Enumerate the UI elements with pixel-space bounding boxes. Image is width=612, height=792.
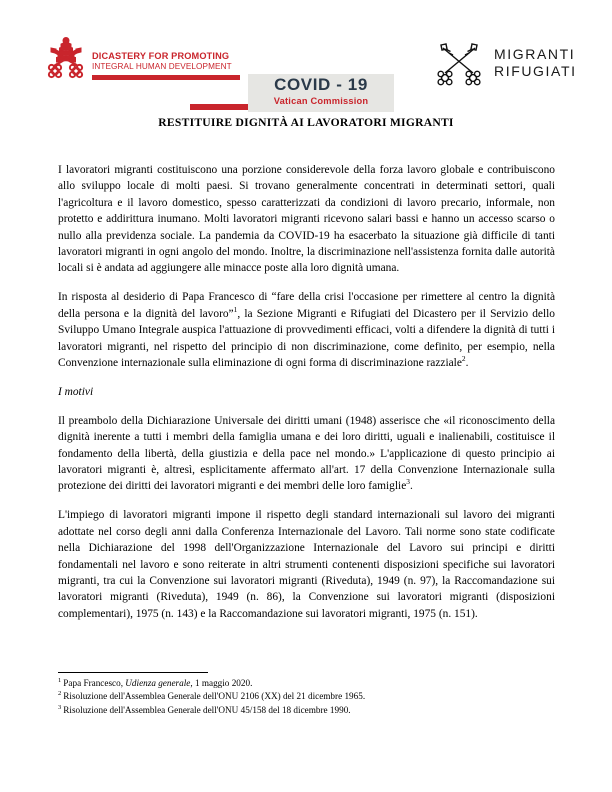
dicastery-line-2: INTEGRAL HUMAN DEVELOPMENT <box>92 62 232 71</box>
footnote-item-1 <box>58 677 555 690</box>
papal-tiara-keys-icon <box>42 35 90 85</box>
document-body <box>58 162 555 622</box>
rifugiati-line: RIFUGIATI <box>494 63 577 79</box>
migranti-rifugiati-wordmark <box>494 46 577 80</box>
footnote-item-3 <box>58 704 555 717</box>
migranti-line: MIGRANTI <box>494 46 576 62</box>
footnote-ref-1[interactable]: 1 <box>233 304 238 314</box>
migranti-rifugiati-logo <box>430 34 590 92</box>
footnote-1-italic: Udienza generale <box>125 678 191 688</box>
covid-banner <box>248 74 394 112</box>
footnote-separator-rule <box>58 672 208 673</box>
paragraph-2-text-b: , la Sezione Migranti e Rifugiati del Dicastero per il Servizio dello Sviluppo Umano Integrale auspica l'attuazione di provvedimenti efficaci, volti a difendere la dignità di tutti i lavoratori migranti, nel rispetto del principio di non discriminazione, come definito, per esempio, nella Convenzione internazionale sulla eliminazione di ogni forma di discriminazione razziale <box>58 307 555 369</box>
footnote-marker-2: 2 <box>58 690 62 698</box>
covid-title: COVID - 19 <box>274 75 368 94</box>
document-title: RESTITUIRE DIGNITÀ AI LAVORATORI MIGRANTI <box>158 116 454 129</box>
crossed-keys-icon <box>430 40 490 88</box>
dicastery-red-bar <box>92 75 240 80</box>
footnote-1-text-after: , 1 maggio 2020. <box>190 678 253 688</box>
footnotes-section <box>58 672 555 717</box>
covid-subtitle: Vatican Commission <box>273 96 369 106</box>
dicastery-logo <box>42 35 242 91</box>
paragraph-3-text-b: . <box>409 480 413 493</box>
dicastery-line-1: DICASTERY FOR PROMOTING <box>92 51 230 61</box>
section-heading-i-motivi: I motivi <box>58 385 94 398</box>
paragraph-2-text-c: . <box>465 356 469 369</box>
paragraph-1: I lavoratori migranti costituiscono una porzione considerevole della forza lavoro globale e contribuiscono allo sviluppo locale di molti paesi. Si trovano generalmente concentrati in determinati settori, quali l'agricoltura e il lavoro domestico, spesso caratterizzati da condizioni di lavoro precario, informale, non protetto e addirittura inumano. Molti lavoratori migranti ricevono salari bassi e hanno un accesso scarso o nullo alla previdenza sociale. La pandemia da COVID-19 ha esacerbato la situazione già difficile di tanti lavoratori migranti in ogni angolo del mondo. Inoltre, la discriminazione nell'assistenza fornita dalle autorità locali si è andata ad aggiungere alle minacce poste alla loro dignità umana. <box>58 164 555 275</box>
paragraph-2 <box>58 289 555 371</box>
footnote-1-text-before: Papa Francesco, <box>63 678 126 688</box>
paragraph-2-text-a: In risposta al desiderio di Papa Francesco di “fare della crisi l'occasione per rimettere al centro la dignità della persona e la dignità del lavoro” <box>58 291 555 320</box>
footnote-item-2 <box>58 690 555 703</box>
paragraph-4: L'impiego di lavoratori migranti impone il rispetto degli standard internazionali sul lavoro dei migranti adottate nel corso degli anni dalla Conferenza Internazionale del Lavoro. Tali norme sono state codificate nella Dichiarazione del 1998 dell'Organizzazione Internazionale del Lavoro sui principi e diritti fondamentali nel lavoro e sono reiterate in altri strumenti contenenti disposizioni specifiche sui lavoratori migranti, tra cui la Convenzione sui lavoratori migranti (Riveduta), 1949 (n. 97), la Raccomandazione sui lavoratori migranti (Riveduta), 1949 (n. 86), la Convenzione sui lavoratori migranti (disposizioni complementari), 1975 (n. 143) e la Raccomandazione sui lavoratori migranti, 1975 (n. 151). <box>58 509 555 620</box>
footnote-ref-2[interactable]: 2 <box>461 354 466 364</box>
footnote-ref-3[interactable]: 3 <box>406 477 410 487</box>
dicastery-wordmark <box>92 51 242 72</box>
footnote-marker-3: 3 <box>58 703 62 711</box>
page-header <box>0 32 612 106</box>
footnote-3-text: Risoluzione dell'Assemblea Generale dell'ONU 45/158 del 18 dicembre 1990. <box>63 704 351 715</box>
paragraph-3-text-a: Il preambolo della Dichiarazione Universale dei diritti umani (1948) asserisce che «il riconoscimento della dignità inerente a tutti i membri della famiglia umana e dei loro diritti, uguali e inalienabili, costituisce il fondamento della libertà, della giustizia e della pace nel mondo.» L'applicazione di questo principio ai lavoratori migranti è, altresì, esplicitamente affermato all'art. 17 della Convenzione Internazionale sulla protezione dei diritti dei lavoratori migranti e dei membri delle loro famiglie <box>58 414 555 493</box>
footnote-marker-1: 1 <box>58 676 62 684</box>
footnote-2-text: Risoluzione dell'Assemblea Generale dell'ONU 2106 (XX) del 21 dicembre 1965. <box>63 691 366 702</box>
paragraph-3 <box>58 413 555 495</box>
